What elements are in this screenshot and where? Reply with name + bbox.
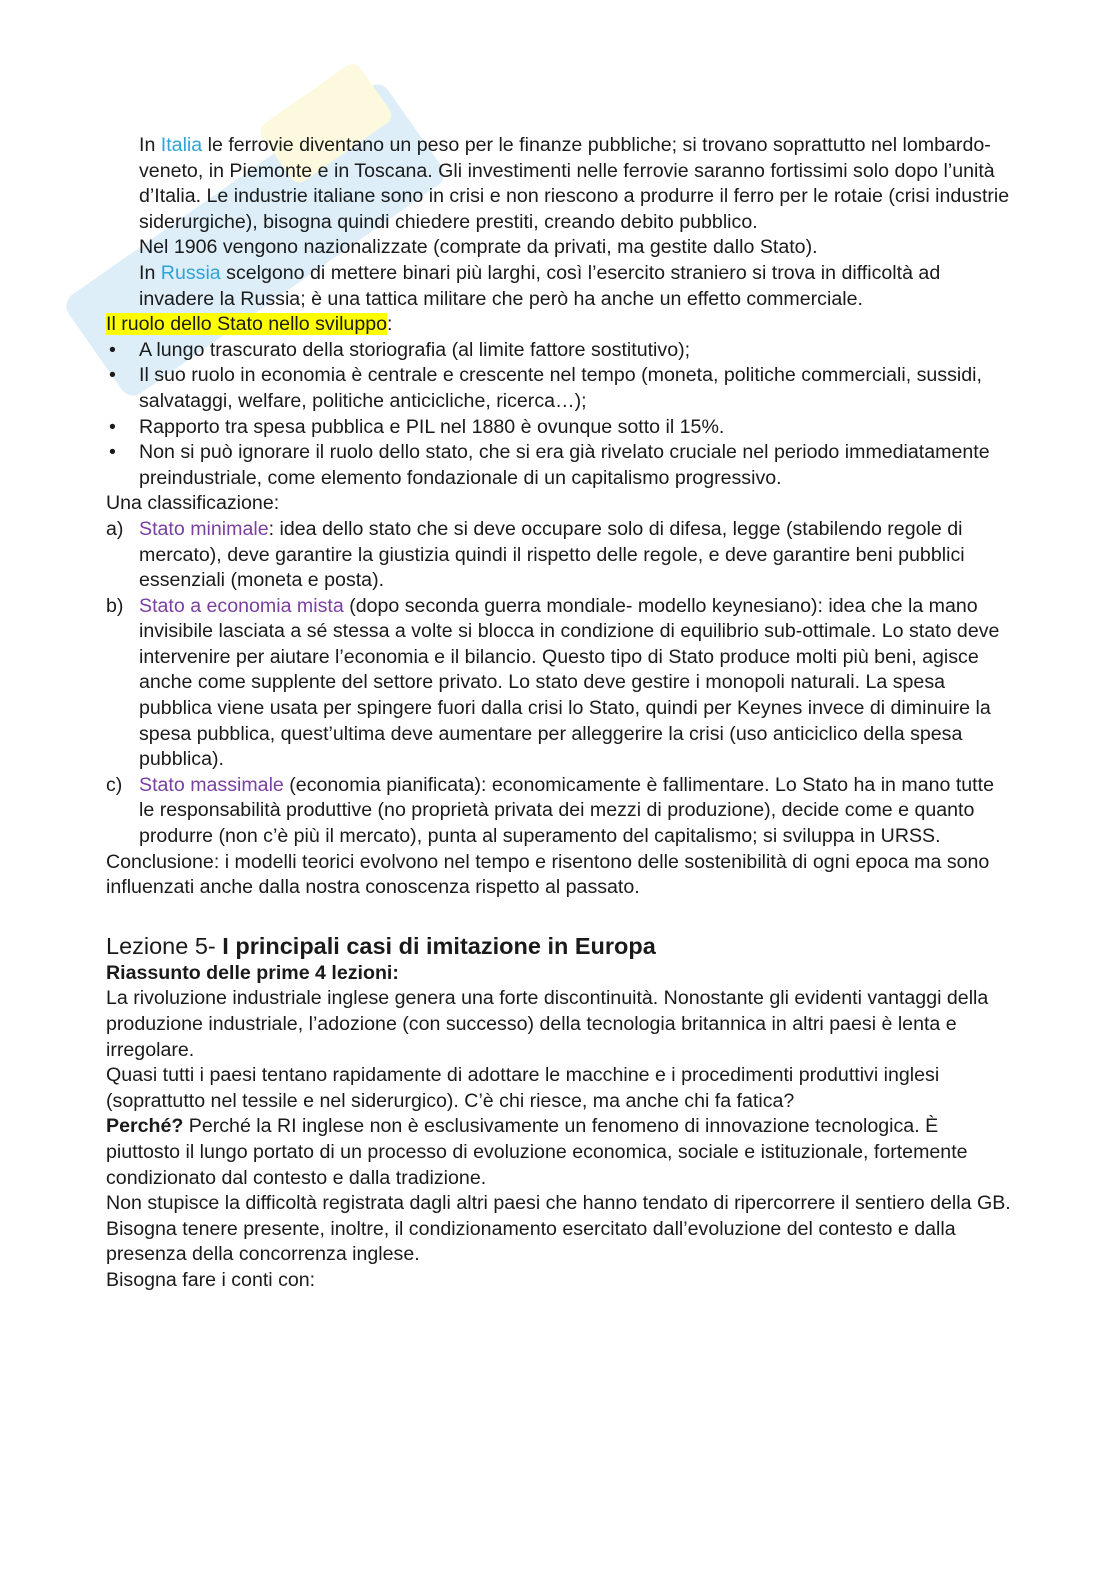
perche-label: Perché? bbox=[106, 1115, 184, 1138]
ruolo-heading: Il ruolo dello Stato nello sviluppo: bbox=[106, 313, 393, 336]
document-page bbox=[106, 133, 1011, 1294]
riassunto-paragraph: Bisogna tenere presente, inoltre, il condizionamento esercitato dall’evoluzione del contesto e dalla presenza della concorrenza inglese. bbox=[106, 1217, 956, 1266]
perche-paragraph: Perché? Perché la RI inglese non è esclusivamente un fenomeno di innovazione tecnologica. È piuttosto il lungo portato di un processo di evoluzione economica, sociale e istituzionale, fortemente condizionato dal contesto e dalla tradizione. bbox=[106, 1115, 968, 1189]
bullet-item: • Il suo ruolo in economia è centrale e crescente nel tempo (moneta, politiche commerciali, sussidi, salvataggi, welfare, politiche anticicliche, ricerca…); bbox=[106, 363, 1011, 414]
nazionalizzazione-paragraph: Nel 1906 vengono nazionalizzate (comprate da privati, ma gestite dallo Stato). bbox=[139, 236, 818, 259]
riassunto-paragraph: Non stupisce la difficoltà registrata dagli altri paesi che hanno tendato di ripercorrere il sentiero della GB. bbox=[106, 1192, 1011, 1215]
conclusione-paragraph: Conclusione: i modelli teorici evolvono nel tempo e risentono delle sostenibilità di ogni epoca ma sono influenzati anche dalla nostra conoscenza rispetto al passato. bbox=[106, 850, 990, 899]
lezione-heading: Lezione 5- I principali casi di imitazione in Europa bbox=[106, 932, 656, 959]
riassunto-paragraph: La rivoluzione industriale inglese genera una forte discontinuità. Nonostante gli evidenti vantaggi della produzione industriale, l’adozione (con successo) della tecnologia britannica in altri paesi è lenta e irregolare. bbox=[106, 987, 989, 1061]
russia-link: Russia bbox=[160, 261, 221, 284]
classification-term: Stato minimale bbox=[139, 517, 269, 540]
classificazione-label: Una classificazione: bbox=[106, 492, 280, 515]
classification-text: (economia pianificata): economicamente è fallimentare. Lo Stato ha in mano tutte le responsabilità produttive (no proprietà privata dei mezzi di produzione), decide come e quanto produrre (non c’è più il mercato), punta al superamento del capitalismo; si sviluppa in URSS. bbox=[139, 773, 994, 848]
list-marker: a) bbox=[106, 517, 124, 540]
bullet-item: • Non si può ignorare il ruolo dello stato, che si era già rivelato cruciale nel periodo immediatamente preindustriale, come elemento fondazionale di un capitalismo progressivo. bbox=[106, 440, 1011, 491]
lezione-title: I principali casi di imitazione in Europa bbox=[222, 932, 656, 959]
classification-text: (dopo seconda guerra mondiale- modello keynesiano): idea che la mano invisibile lasciata a sé stessa a volte si blocca in condizione di equilibrio sub-ottimale. Lo stato deve intervenire per aiutare l’economia e il bilancio. Questo tipo di Stato produce molti più beni, agisce anche come supplente del settore privato. Lo stato deve gestire i monopoli naturali. La spesa pubblica viene usata per spingere fuori dalla crisi lo Stato, quindi per Keynes invece di diminuire la spesa pubblica, quest’ultima deve aumentare per alleggerire la crisi (uso anticiclico della spesa pubblica). bbox=[139, 594, 1000, 771]
riassunto-paragraph: Quasi tutti i paesi tentano rapidamente di adottare le macchine e i procedimenti produttivi inglesi (soprattutto nel tessile e nel siderurgico). C’è chi riesce, ma anche chi fa fatica? bbox=[106, 1064, 940, 1112]
classification-term: Stato a economia mista bbox=[139, 594, 344, 617]
section-gap bbox=[106, 901, 1011, 929]
classification-item bbox=[106, 773, 1011, 850]
ruolo-bullet-list bbox=[106, 338, 1011, 492]
classification-item bbox=[106, 594, 1011, 773]
bullet-item: • A lungo trascurato della storiografia (al limite fattore sostitutivo); bbox=[106, 338, 1011, 364]
classification-item bbox=[106, 517, 1011, 594]
list-marker: c) bbox=[106, 773, 123, 796]
classification-term: Stato massimale bbox=[139, 773, 284, 796]
italia-paragraph: In Italia le ferrovie diventano un peso per le finanze pubbliche; si trovano soprattutto nel lombardo-veneto, in Piemonte e in Toscana. Gli investimenti nelle ferrovie saranno fortissimi solo dopo l’unità d’Italia. Le industrie italiane sono in crisi e non riescono a produrre il ferro per le rotaie (crisi industrie siderurgiche), bisogna quindi chiedere prestiti, creando debito pubblico. bbox=[139, 134, 1010, 233]
russia-paragraph: In Russia scelgono di mettere binari più larghi, così l’esercito straniero si trova in difficoltà ad invadere la Russia; è una tattica militare che però ha anche un effetto commerciale. bbox=[139, 261, 941, 310]
riassunto-paragraph: Bisogna fare i conti con: bbox=[106, 1268, 316, 1291]
riassunto-heading: Riassunto delle prime 4 lezioni: bbox=[106, 961, 399, 984]
list-marker: b) bbox=[106, 594, 124, 617]
highlighted-heading: Il ruolo dello Stato nello sviluppo bbox=[106, 313, 388, 336]
italia-link: Italia bbox=[160, 134, 203, 156]
classification-text: : idea dello stato che si deve occupare solo di difesa, legge (stabilendo regole di mercato), deve garantire la giustizia quindi il rispetto delle regole, e deve garantire beni pubblici essenziali (moneta e posta). bbox=[139, 517, 965, 592]
classification-list bbox=[106, 517, 1011, 850]
bullet-item: • Rapporto tra spesa pubblica e PIL nel 1880 è ovunque sotto il 15%. bbox=[106, 415, 1011, 441]
